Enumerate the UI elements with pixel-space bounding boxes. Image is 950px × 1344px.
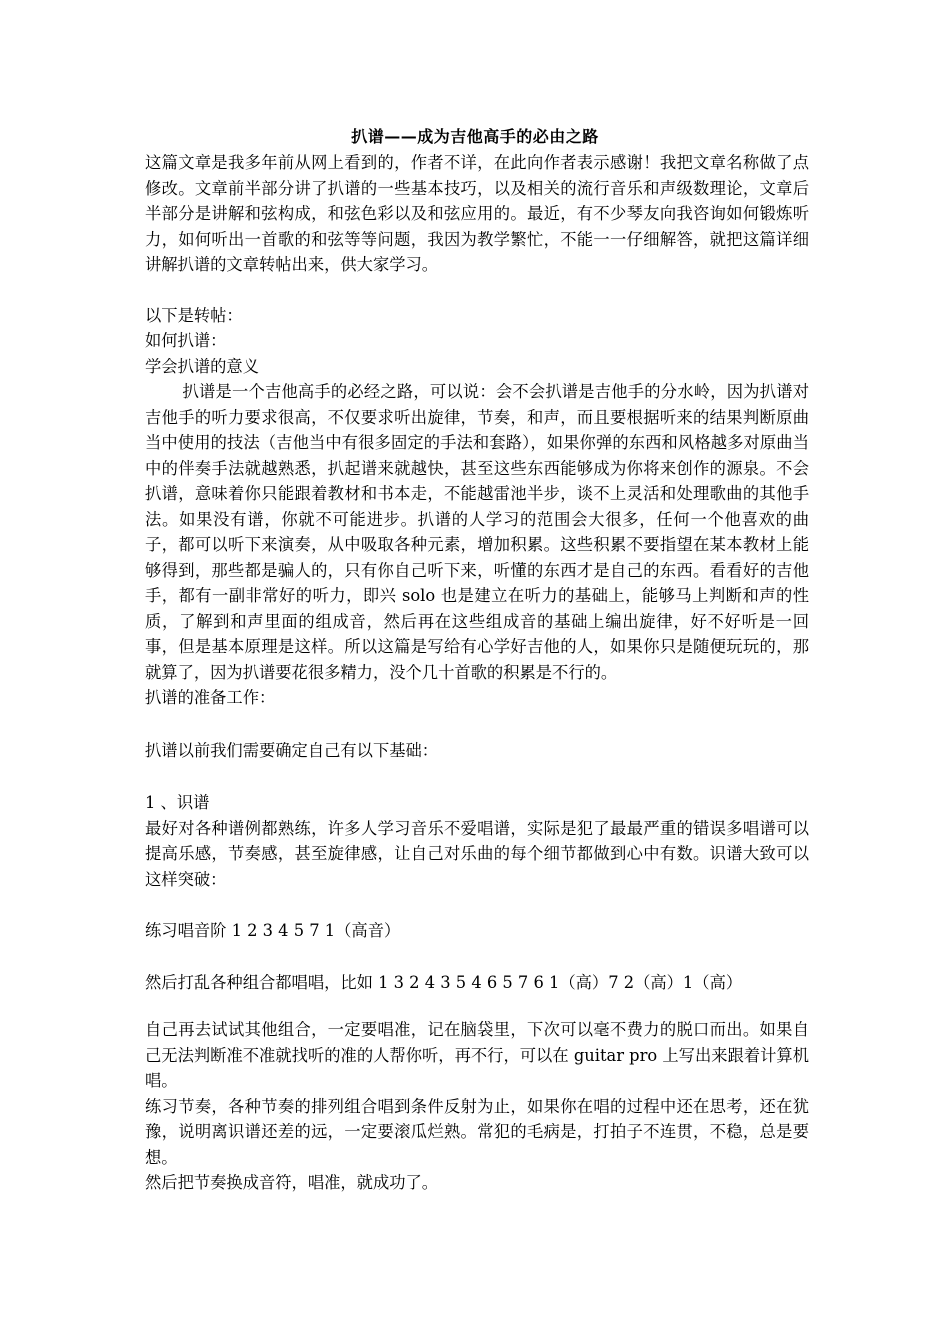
intro-paragraph: 这篇文章是我多年前从网上看到的，作者不详，在此向作者表示感谢！我把文章名称做了点修改。文章前半部分讲了扒谱的一些基本技巧，以及相关的流行音乐和声级数理论，文章后半部分是讲解和弦构成，和弦色彩以及和弦应用的。最近，有不少琴友向我咨询如何锻炼听力，如何听出一首歌的和弦等等问题，我因为教学繁忙，不能一一仔细解答，就把这篇详细讲解扒谱的文章转帖出来，供大家学习。 — [145, 153, 809, 274]
section-heading-preparation: 扒谱的准备工作： — [145, 688, 276, 707]
section-heading-meaning: 学会扒谱的意义 — [145, 356, 259, 376]
preparation-intro: 扒谱以前我们需要确定自己有以下基础： — [145, 740, 439, 760]
practice-paragraph: 自己再去试试其他组合，一定要唱准，记在脑袋里，下次可以毫不费力的脱口而出。如果自己无法判断准不准就找听的准的人帮你听，再不行，可以在 guitar pro 上写出来跟着计算机唱。 — [145, 1020, 809, 1090]
document-body — [145, 150, 809, 1196]
closing-paragraph: 然后把节奏换成音符，唱准，就成功了。 — [145, 1173, 439, 1192]
meaning-paragraph: 扒谱是一个吉他高手的必经之路，可以说：会不会扒谱是吉他手的分水岭，因为扒谱对吉他手的听力要求很高，不仅要求听出旋律，节奏，和声，而且要根据听来的结果判断原曲当中使用的技法（吉他当中有很多固定的手法和套路），如果你弹的东西和风格越多对原曲当中的伴奏手法就越熟悉，扒起谱来就越快，甚至这些东西能够成为你将来创作的源泉。不会扒谱，意味着你只能跟着教材和书本走，不能越雷池半步，谈不上灵活和处理歌曲的其他手法。如果没有谱，你就不可能进步。扒谱的人学习的范围会大很多，任何一个他喜欢的曲子，都可以听下来演奏，从中吸取各种元素，增加积累。这些积累不要指望在某本教材上能够得到，那些都是骗人的，只有你自己听下来，听懂的东西才是自己的东西。看看好的吉他手，都有一副非常好的听力，即兴 solo 也是建立在听力的基础上，能够马上判断和声的性质，了解到和声里面的组成音，然后再在这些组成音的基础上编出旋律，好不好听是一回事，但是基本原理是这样。所以这篇是写给有心学好吉他的人，如果你只是随便玩玩的，那就算了，因为扒谱要花很多精力，没个几十首歌的积累是不行的。 — [145, 382, 809, 682]
scale-exercise: 练习唱音阶 1 2 3 4 5 7 1（高音） — [145, 921, 401, 940]
repost-label: 以下是转帖： — [145, 305, 243, 325]
rhythm-paragraph: 练习节奏，各种节奏的排列组合唱到条件反射为止，如果你在唱的过程中还在思考，还在犹豫，说明离识谱还差的远，一定要滚瓜烂熟。常犯的毛病是，打拍子不连贯，不稳，总是要想。 — [145, 1096, 809, 1167]
reading-paragraph: 最好对各种谱例都熟练，许多人学习音乐不爱唱谱，实际是犯了最最严重的错误多唱谱可以提高乐感，节奏感，甚至旋律感，让自己对乐曲的每个细节都做到心中有数。识谱大致可以这样突破： — [145, 818, 809, 889]
section-heading-how: 如何扒谱： — [145, 331, 227, 350]
item-heading-reading: 1 、识谱 — [145, 793, 210, 812]
document-title: 扒谱——成为吉他高手的必由之路 — [351, 127, 599, 146]
combination-exercise: 然后打乱各种组合都唱唱，比如 1 3 2 4 3 5 4 6 5 7 6 1（高）7 2（高）1（高） — [145, 972, 743, 992]
